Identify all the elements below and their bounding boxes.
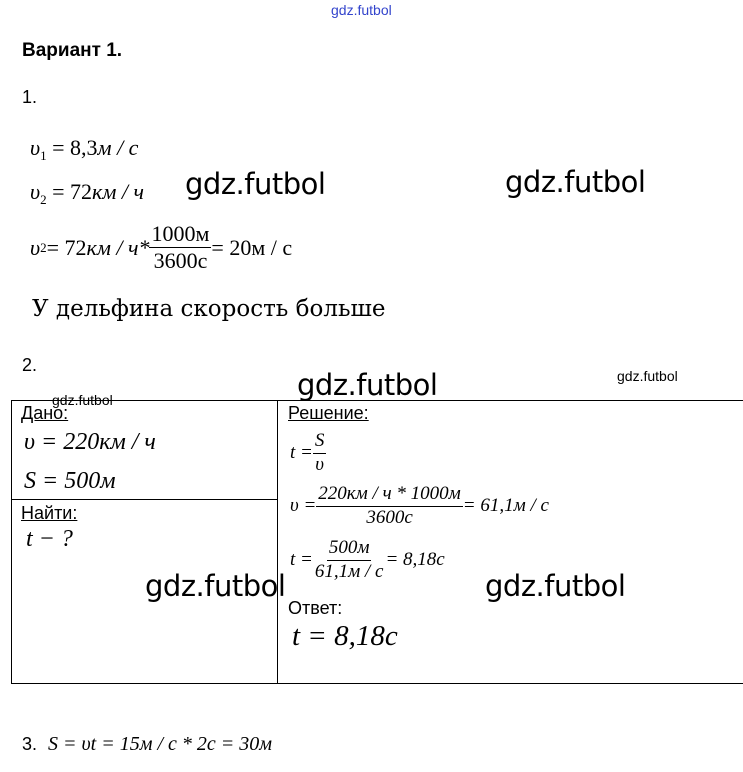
task1-line1-unit: м / с: [97, 135, 139, 160]
formula-2-lhs: υ =: [290, 495, 317, 517]
solution-formula-3: [290, 538, 445, 583]
formula-3-fraction: [313, 538, 386, 583]
watermark: gdz.futbol: [297, 368, 438, 402]
fraction-denominator: 61,1м / с: [314, 560, 384, 582]
formula-3-lhs: t =: [290, 549, 313, 571]
fraction-denominator: 3600с: [366, 506, 413, 528]
velocity-subscript: 2: [40, 192, 47, 207]
task1-line1-value: = 8,3: [46, 135, 98, 160]
given-distance: [24, 468, 116, 495]
task3-formula: S = υt = 15м / с * 2с = 30м: [48, 733, 273, 755]
find-item: [26, 526, 73, 553]
page-title: Вариант 1.: [22, 40, 123, 61]
fraction-denominator: 3600с: [153, 248, 208, 274]
task1-line2: [30, 179, 144, 208]
task1-line3-unit: км / ч*: [86, 234, 150, 260]
formula-3-rhs: = 8,18с: [385, 549, 445, 571]
formula-1-fraction: [313, 431, 327, 476]
formula-2-fraction: [316, 484, 462, 529]
table-divider: [277, 400, 278, 684]
watermark: gdz.futbol: [185, 167, 326, 201]
watermark-top: gdz.futbol: [331, 2, 392, 18]
given-label: Дано:: [21, 403, 69, 423]
velocity-symbol: υ: [30, 135, 41, 160]
velocity-subscript: 1: [40, 148, 47, 163]
fraction-denominator: υ: [315, 453, 324, 475]
fraction-numerator: 500м: [327, 538, 372, 561]
task1-line3-value: = 72: [46, 234, 87, 260]
fraction-numerator: 220км / ч * 1000м: [316, 484, 462, 507]
solution-formula-1: [290, 431, 326, 476]
find-item-text: t − ?: [26, 526, 73, 552]
task2-number: 2.: [22, 355, 38, 375]
fraction-numerator: 1000м: [149, 222, 211, 248]
watermark: gdz.futbol: [617, 368, 678, 384]
task1-conclusion: У дельфина скорость больше: [32, 296, 386, 322]
velocity-symbol: υ: [30, 234, 41, 260]
task3-number: 3.: [22, 734, 38, 754]
solution-formula-2: [290, 484, 549, 529]
given-velocity-text: υ = 220км / ч: [24, 429, 156, 455]
watermark: gdz.futbol: [505, 165, 646, 199]
table-given-separator: [11, 499, 277, 500]
velocity-symbol: υ: [30, 179, 41, 204]
task1-line2-unit: км / ч: [92, 179, 144, 204]
answer-label: Ответ:: [288, 598, 343, 618]
watermark: gdz.futbol: [485, 569, 626, 603]
watermark: gdz.futbol: [52, 392, 113, 408]
given-velocity: [24, 429, 156, 456]
task1-fraction: [149, 222, 211, 273]
formula-2-rhs: = 61,1м / с: [462, 495, 549, 517]
task1-line3-result: = 20м / с: [211, 234, 293, 260]
task1-number: 1.: [22, 87, 38, 107]
answer-value: t = 8,18с: [292, 620, 398, 652]
task1-line1: [30, 135, 138, 164]
solution-label: Решение:: [288, 403, 369, 423]
velocity-subscript: 2: [40, 239, 47, 255]
table-left-border: [11, 400, 12, 684]
table-bottom-border: [11, 683, 743, 684]
task1-line2-value: = 72: [46, 179, 93, 204]
watermark: gdz.futbol: [145, 569, 286, 603]
fraction-numerator: S: [313, 431, 327, 454]
given-distance-text: S = 500м: [24, 468, 116, 494]
formula-1-lhs: t =: [290, 442, 313, 464]
find-label: Найти:: [21, 503, 78, 523]
task1-line3: [30, 222, 292, 273]
